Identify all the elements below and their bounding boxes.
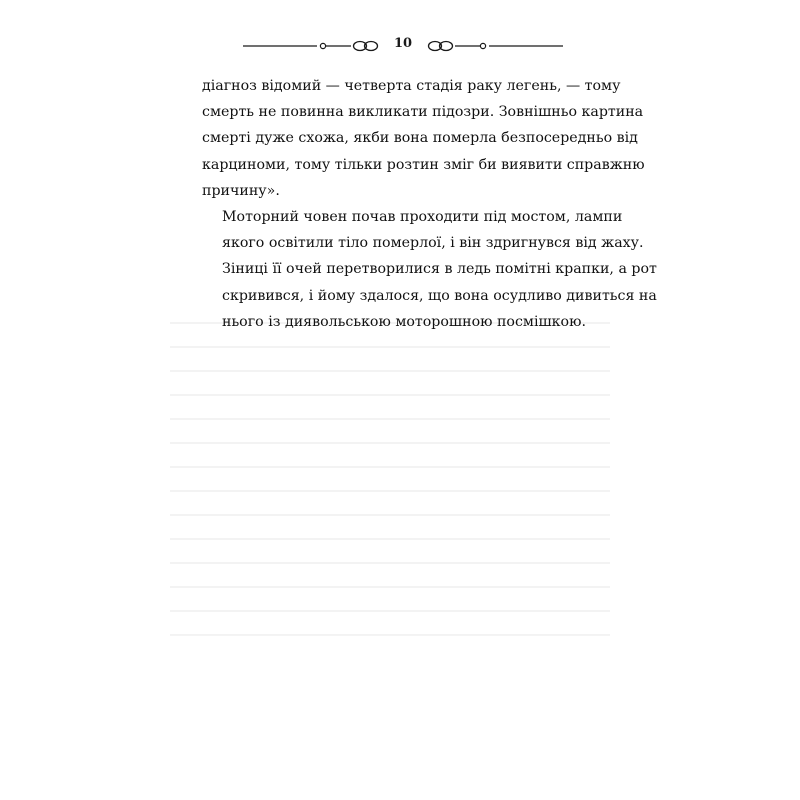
text-line: діагноз відомий — четверта стадія раку легень, — тому [202,78,621,94]
text-line: нього із диявольською моторошною посмішкою. [222,313,586,330]
ornament-left-icon [243,30,383,62]
text-line: карциноми, тому тільки розтин зміг би виявити справжню [202,156,645,173]
text-line: Моторний човен почав проходити під мостом, лампи [222,209,623,226]
text-line: скривився, і йому здалося, що вона осудливо дивиться на [222,287,657,304]
bleed-through-texture [170,300,610,720]
body-text [202,73,657,335]
paragraph-1 [202,73,645,204]
text-line: якого освітили тіло померлої, і він здригнувся від жаху. [222,235,644,252]
page-number: 10 [393,36,413,51]
text-line: причину». [202,182,280,199]
text-line: смерті дуже схожа, якби вона померла безпосередньо від [202,130,638,147]
paragraph-2 [202,204,657,335]
text-line: Зіниці її очей перетворилися в ледь помітні крапки, а рот [222,261,657,278]
text-line: смерть не повинна викликати підозри. Зовнішньо картина [202,104,644,121]
ornament-right-icon [423,30,563,62]
page-header [243,30,563,62]
